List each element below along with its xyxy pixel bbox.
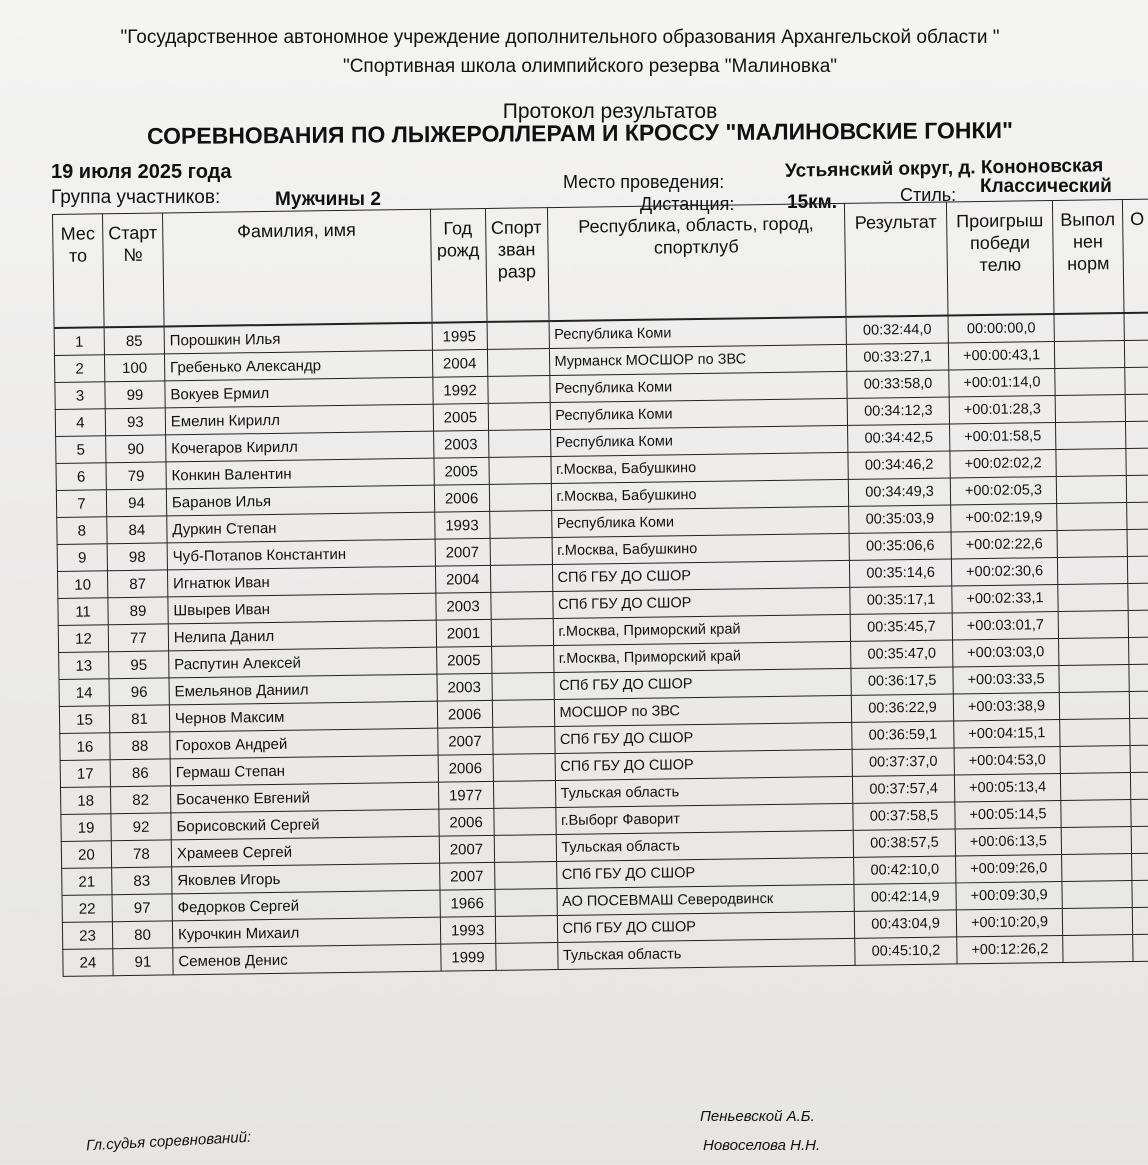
row-result-time: 00:36:22,9 — [851, 694, 953, 722]
row-sport-rank — [494, 835, 556, 863]
row-result-time: 00:35:17,1 — [850, 586, 952, 614]
row-club: г.Москва, Бабушкино — [550, 452, 848, 483]
signer-1: Пеньевской А.Б. — [700, 1108, 815, 1125]
row-start-number: 81 — [109, 705, 169, 733]
row-norm-completed — [1059, 692, 1129, 720]
row-norm-completed — [1055, 368, 1125, 396]
row-extra — [1127, 502, 1148, 529]
row-norm-completed — [1062, 880, 1132, 908]
row-time-behind: +00:02:22,6 — [951, 530, 1057, 558]
row-result-time: 00:37:57,4 — [853, 775, 955, 803]
column-header-extra: О — [1122, 199, 1148, 313]
row-time-behind: +00:03:01,7 — [952, 611, 1058, 639]
row-time-behind: +00:06:13,5 — [955, 827, 1061, 855]
row-norm-completed — [1057, 557, 1127, 585]
row-club: Мурманск МОСШОР по ЗВС — [549, 344, 847, 375]
row-time-behind: +00:01:58,5 — [950, 423, 1056, 451]
row-athlete-name: Конкин Валентин — [166, 458, 434, 489]
row-birth-year: 2006 — [437, 700, 492, 728]
row-place: 7 — [56, 490, 106, 518]
row-athlete-name: Босаченко Евгений — [170, 782, 438, 813]
row-club: СПб ГБУ ДО СШОР — [552, 587, 850, 618]
row-sport-rank — [488, 430, 550, 458]
row-extra — [1126, 448, 1148, 475]
row-club: г.Москва, Приморский край — [553, 614, 851, 645]
row-place: 4 — [55, 409, 105, 437]
row-result-time: 00:34:46,2 — [848, 451, 950, 479]
row-athlete-name: Горохов Андрей — [170, 728, 438, 759]
row-norm-completed — [1055, 395, 1125, 423]
row-time-behind: +00:00:43,1 — [948, 342, 1054, 370]
row-result-time: 00:34:42,5 — [848, 424, 950, 452]
row-start-number: 93 — [105, 408, 165, 436]
row-result-time: 00:35:45,7 — [850, 613, 952, 641]
row-sport-rank — [487, 321, 549, 349]
row-extra — [1129, 664, 1148, 691]
row-extra — [1124, 340, 1148, 367]
row-start-number: 100 — [104, 354, 164, 382]
table-header-row — [53, 199, 1148, 328]
row-result-time: 00:33:27,1 — [846, 343, 948, 371]
row-time-behind: +00:01:28,3 — [949, 396, 1055, 424]
column-header-result: Результат — [845, 202, 949, 317]
row-result-time: 00:35:03,9 — [849, 505, 951, 533]
row-start-number: 84 — [107, 516, 167, 544]
column-header-year: Год рожд — [430, 208, 487, 322]
row-norm-completed — [1059, 638, 1129, 666]
row-club: АО ПОСЕВМАШ Северодвинск — [556, 884, 854, 915]
row-athlete-name: Гребенько Александр — [164, 350, 432, 381]
row-birth-year: 2001 — [436, 619, 491, 647]
row-club: МОСШОР по ЗВС — [554, 695, 852, 726]
row-place: 6 — [56, 463, 106, 491]
distance-value: 15км. — [787, 192, 837, 213]
row-athlete-name: Емелин Кирилл — [165, 404, 433, 435]
row-birth-year: 2005 — [436, 646, 491, 674]
row-time-behind: +00:03:38,9 — [953, 692, 1059, 720]
row-club: СПб ГБУ ДО СШОР — [552, 560, 850, 591]
row-club: г.Москва, Приморский край — [553, 641, 851, 672]
row-start-number: 95 — [109, 651, 169, 679]
row-norm-completed — [1057, 503, 1127, 531]
row-club: Тульская область — [556, 830, 854, 861]
row-club: Республика Коми — [550, 398, 848, 429]
row-norm-completed — [1061, 826, 1131, 854]
row-club: СПб ГБУ ДО СШОР — [557, 911, 855, 942]
row-result-time: 00:32:44,0 — [846, 315, 948, 344]
row-norm-completed — [1058, 584, 1128, 612]
row-place: 1 — [54, 327, 104, 355]
row-sport-rank — [488, 403, 550, 431]
row-start-number: 87 — [107, 570, 167, 598]
row-club: Республика Коми — [551, 506, 849, 537]
row-athlete-name: Храмеев Сергей — [171, 836, 439, 867]
row-start-number: 90 — [106, 435, 166, 463]
row-start-number: 92 — [111, 813, 171, 841]
row-result-time: 00:43:04,9 — [854, 910, 956, 938]
row-norm-completed — [1060, 719, 1130, 747]
venue-label: Место проведения: — [563, 172, 725, 192]
row-time-behind: +00:02:30,6 — [951, 557, 1057, 585]
row-start-number: 99 — [105, 381, 165, 409]
row-place: 18 — [61, 787, 111, 815]
row-extra — [1131, 826, 1148, 853]
row-athlete-name: Борисовский Сергей — [171, 809, 439, 840]
row-result-time: 00:35:14,6 — [850, 559, 952, 587]
row-sport-rank — [495, 943, 557, 971]
protocol-heading: Протокол результатов — [502, 100, 718, 123]
row-club: СПб ГБУ ДО СШОР — [556, 857, 854, 888]
row-extra — [1132, 880, 1148, 907]
row-club: Республика Коми — [549, 371, 847, 402]
row-place: 8 — [57, 517, 107, 545]
row-sport-rank — [487, 376, 549, 404]
row-place: 3 — [55, 382, 105, 410]
column-header-club: Республика, область, город, спортклуб — [547, 203, 846, 321]
column-header-norm: Выпол нен норм — [1052, 200, 1124, 314]
row-extra — [1126, 475, 1148, 502]
row-club: Республика Коми — [550, 425, 848, 456]
row-result-time: 00:33:58,0 — [847, 370, 949, 398]
row-extra — [1130, 745, 1148, 772]
row-place: 16 — [60, 733, 110, 761]
row-extra — [1125, 367, 1148, 394]
row-start-number: 86 — [110, 759, 170, 787]
row-time-behind: +00:01:14,0 — [949, 369, 1055, 397]
row-club: Тульская область — [557, 938, 855, 969]
row-athlete-name: Игнатюк Иван — [167, 566, 435, 597]
row-extra — [1128, 610, 1148, 637]
row-extra — [1131, 799, 1148, 826]
column-header-rank: Спорт зван разр — [485, 208, 549, 322]
row-result-time: 00:42:14,9 — [854, 883, 956, 911]
row-time-behind: +00:09:30,9 — [956, 881, 1062, 909]
row-club: СПб ГБУ ДО СШОР — [554, 722, 852, 753]
row-sport-rank — [490, 592, 552, 620]
row-club: г.Москва, Бабушкино — [551, 479, 849, 510]
row-norm-completed — [1054, 313, 1124, 341]
row-sport-rank — [494, 862, 556, 890]
row-club: г.Выборг Фаворит — [555, 803, 853, 834]
row-athlete-name: Дуркин Степан — [167, 512, 435, 543]
row-place: 20 — [61, 841, 111, 869]
row-birth-year: 2006 — [438, 754, 493, 782]
row-result-time: 00:36:17,5 — [851, 667, 953, 695]
row-place: 19 — [61, 814, 111, 842]
row-club: Тульская область — [555, 776, 853, 807]
row-time-behind: +00:12:26,2 — [957, 935, 1063, 963]
row-norm-completed — [1056, 422, 1126, 450]
row-birth-year: 2003 — [433, 430, 488, 458]
row-club: СПб ГБУ ДО СШОР — [553, 668, 851, 699]
event-date: 19 июля 2025 года — [51, 161, 232, 183]
row-club: Республика Коми — [549, 317, 847, 349]
row-sport-rank — [493, 808, 555, 836]
row-result-time: 00:42:10,0 — [854, 856, 956, 884]
row-birth-year: 1977 — [438, 781, 493, 809]
row-start-number: 96 — [109, 678, 169, 706]
row-time-behind: +00:02:19,9 — [951, 504, 1057, 532]
row-club: СПб ГБУ ДО СШОР — [555, 749, 853, 780]
row-norm-completed — [1061, 799, 1131, 827]
row-place: 5 — [56, 436, 106, 464]
row-athlete-name: Распутин Алексей — [169, 647, 437, 678]
row-norm-completed — [1062, 853, 1132, 881]
row-sport-rank — [490, 565, 552, 593]
row-extra — [1130, 772, 1148, 799]
row-birth-year: 2007 — [439, 862, 494, 890]
row-sport-rank — [493, 754, 555, 782]
row-extra — [1127, 556, 1148, 583]
row-result-time: 00:35:06,6 — [849, 532, 951, 560]
row-result-time: 00:37:37,0 — [852, 748, 954, 776]
row-time-behind: +00:04:53,0 — [954, 746, 1060, 774]
group-label: Группа участников: — [51, 187, 221, 208]
row-sport-rank — [491, 673, 553, 701]
organization-line-1: "Государственное автономное учреждение дополнительного образования Архангельской области " — [120, 27, 1000, 48]
row-athlete-name: Нелипа Данил — [168, 620, 436, 651]
row-sport-rank — [493, 781, 555, 809]
row-place: 2 — [54, 355, 104, 383]
row-birth-year: 2003 — [435, 592, 490, 620]
row-birth-year: 2007 — [435, 538, 490, 566]
column-header-name: Фамилия, имя — [162, 209, 431, 326]
row-sport-rank — [487, 349, 549, 377]
row-birth-year: 2007 — [437, 727, 492, 755]
row-time-behind: +00:02:33,1 — [952, 584, 1058, 612]
row-birth-year: 1992 — [432, 376, 487, 404]
row-start-number: 97 — [112, 894, 172, 922]
row-sport-rank — [490, 538, 552, 566]
row-sport-rank — [491, 646, 553, 674]
row-extra — [1129, 691, 1148, 718]
row-time-behind: +00:03:33,5 — [953, 665, 1059, 693]
row-place: 14 — [59, 679, 109, 707]
style-label: Стиль: — [900, 185, 957, 205]
results-table — [52, 199, 1148, 977]
signer-2: Новоселова Н.Н. — [703, 1137, 821, 1154]
row-start-number: 82 — [110, 786, 170, 814]
chief-judge-label: Гл.судья соревнований: — [85, 1128, 252, 1155]
row-sport-rank — [489, 484, 551, 512]
row-sport-rank — [492, 727, 554, 755]
row-result-time: 00:35:47,0 — [851, 640, 953, 668]
row-result-time: 00:38:57,5 — [853, 829, 955, 857]
row-extra — [1128, 637, 1148, 664]
row-birth-year: 1995 — [432, 322, 487, 350]
row-birth-year: 1993 — [440, 916, 495, 944]
row-place: 21 — [62, 868, 112, 896]
row-norm-completed — [1059, 665, 1129, 693]
row-result-time: 00:34:49,3 — [848, 478, 950, 506]
row-start-number: 79 — [106, 462, 166, 490]
row-time-behind: +00:10:20,9 — [956, 908, 1062, 936]
row-start-number: 88 — [110, 732, 170, 760]
row-norm-completed — [1062, 907, 1132, 935]
row-sport-rank — [495, 916, 557, 944]
row-athlete-name: Яковлев Игорь — [172, 863, 440, 894]
row-extra — [1133, 934, 1148, 961]
row-place: 10 — [57, 571, 107, 599]
row-result-time: 00:34:12,3 — [847, 397, 949, 425]
row-birth-year: 2006 — [434, 484, 489, 512]
row-time-behind: +00:02:02,2 — [950, 450, 1056, 478]
row-place: 12 — [58, 625, 108, 653]
row-start-number: 78 — [111, 840, 171, 868]
row-time-behind: +00:05:13,4 — [954, 773, 1060, 801]
column-header-start: Старт № — [102, 213, 164, 327]
row-start-number: 89 — [108, 597, 168, 625]
row-time-behind: +00:02:05,3 — [950, 477, 1056, 505]
row-start-number: 85 — [104, 326, 164, 354]
row-place: 15 — [59, 706, 109, 734]
row-norm-completed — [1057, 530, 1127, 558]
organization-line-2: "Спортивная школа олимпийского резерва "Малиновка" — [342, 56, 838, 77]
row-sport-rank — [491, 619, 553, 647]
row-start-number: 94 — [106, 489, 166, 517]
row-norm-completed — [1056, 476, 1126, 504]
row-athlete-name: Баранов Илья — [166, 485, 434, 516]
row-sport-rank — [489, 511, 551, 539]
row-extra — [1125, 421, 1148, 448]
row-time-behind: +00:04:15,1 — [954, 719, 1060, 747]
row-result-time: 00:36:59,1 — [852, 721, 954, 749]
row-athlete-name: Емельянов Даниил — [169, 674, 437, 705]
row-extra — [1127, 529, 1148, 556]
row-birth-year: 1993 — [434, 511, 489, 539]
row-norm-completed — [1058, 611, 1128, 639]
row-birth-year: 2005 — [434, 457, 489, 485]
row-place: 24 — [63, 949, 113, 977]
row-place: 17 — [60, 760, 110, 788]
row-extra — [1125, 394, 1148, 421]
row-club: г.Москва, Бабушкино — [552, 533, 850, 564]
row-birth-year: 1966 — [440, 889, 495, 917]
row-place: 11 — [58, 598, 108, 626]
row-norm-completed — [1060, 746, 1130, 774]
style-value: Классический — [980, 176, 1112, 197]
row-time-behind: +00:09:26,0 — [956, 854, 1062, 882]
row-birth-year: 2004 — [432, 349, 487, 377]
row-athlete-name: Порошкин Илья — [164, 323, 432, 354]
row-birth-year: 2005 — [433, 403, 488, 431]
row-place: 13 — [59, 652, 109, 680]
row-start-number: 80 — [112, 921, 172, 949]
row-extra — [1130, 718, 1148, 745]
row-athlete-name: Чернов Максим — [169, 701, 437, 732]
row-athlete-name: Швырев Иван — [168, 593, 436, 624]
distance-label: Дистанция: — [640, 194, 735, 214]
row-sport-rank — [488, 457, 550, 485]
row-sport-rank — [492, 700, 554, 728]
row-place: 9 — [57, 544, 107, 572]
row-time-behind: +00:03:03,0 — [953, 638, 1059, 666]
row-birth-year: 2006 — [438, 808, 493, 836]
row-time-behind: +00:05:14,5 — [955, 800, 1061, 828]
row-extra — [1124, 313, 1148, 341]
row-norm-completed — [1056, 449, 1126, 477]
row-norm-completed — [1063, 934, 1133, 962]
row-athlete-name: Чуб-Потапов Константин — [167, 539, 435, 570]
row-norm-completed — [1054, 341, 1124, 369]
results-table-body — [54, 313, 1148, 977]
column-header-behind: Проигрыш победи телю — [946, 201, 1054, 316]
row-place: 23 — [62, 922, 112, 950]
row-sport-rank — [495, 889, 557, 917]
row-extra — [1128, 583, 1148, 610]
row-result-time: 00:45:10,2 — [855, 937, 957, 965]
row-athlete-name: Гермаш Степан — [170, 755, 438, 786]
competition-title: СОРЕВНОВАНИЯ ПО ЛЫЖЕРОЛЛЕРАМ И КРОССУ "МАЛИНОВСКИЕ ГОНКИ" — [146, 116, 1014, 150]
results-table-wrapper — [52, 199, 1148, 977]
row-athlete-name: Семенов Денис — [173, 944, 441, 975]
row-extra — [1132, 907, 1148, 934]
row-start-number: 83 — [112, 867, 172, 895]
row-athlete-name: Вокуев Ермил — [165, 377, 433, 408]
row-norm-completed — [1060, 772, 1130, 800]
group-value: Мужчины 2 — [275, 189, 381, 210]
row-result-time: 00:37:58,5 — [853, 802, 955, 830]
venue-value: Устьянский округ, д. Кононовская — [784, 155, 1104, 182]
row-birth-year: 2007 — [439, 835, 494, 863]
row-birth-year: 2004 — [435, 565, 490, 593]
row-place: 22 — [62, 895, 112, 923]
row-birth-year: 2003 — [437, 673, 492, 701]
row-start-number: 98 — [107, 543, 167, 571]
row-athlete-name: Федорков Сергей — [172, 890, 440, 921]
row-start-number: 77 — [108, 624, 168, 652]
row-extra — [1132, 853, 1148, 880]
row-athlete-name: Кочегаров Кирилл — [166, 431, 434, 462]
row-athlete-name: Курочкин Михаил — [172, 917, 440, 948]
row-time-behind: 00:00:00,0 — [948, 314, 1054, 343]
column-header-place: Мес то — [53, 214, 105, 328]
row-start-number: 91 — [113, 948, 173, 976]
row-birth-year: 1999 — [440, 943, 495, 971]
